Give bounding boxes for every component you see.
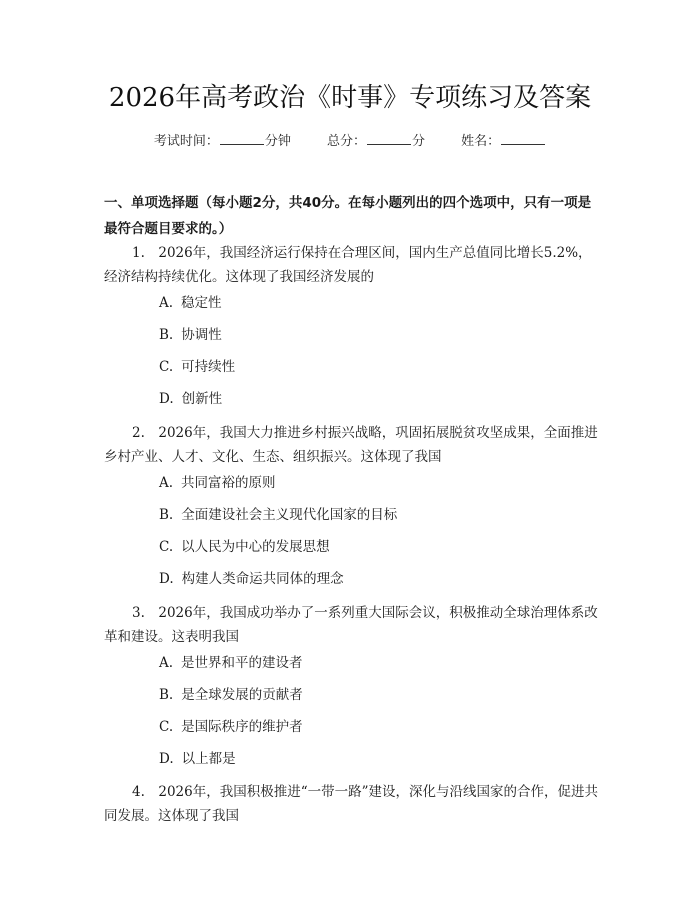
name-blank [501,131,545,145]
score-unit: 分 [412,134,426,149]
option-text: 构建人类命运共同体的理念 [181,571,344,587]
option-text: 以人民为中心的发展思想 [181,539,330,555]
option-letter: C. [159,719,174,735]
option-letter: B. [159,507,174,523]
question-1-stem: 1. 2026年，我国经济运行保持在合理区间，国内生产总值同比增长5.2%，经济结构持续优化。这体现了我国经济发展的 [104,245,592,285]
option-text: 是国际秩序的维护者 [181,719,303,735]
page-title: 2026年高考政治《时事》专项练习及答案 [108,83,592,113]
exam-time-field [154,134,295,149]
exam-meta-line [0,131,700,152]
question-3-option-b [159,685,303,705]
question-2-option-a [159,473,276,493]
option-letter: C. [159,539,174,555]
total-score-field [327,134,429,149]
option-text: 是全球发展的贡献者 [181,687,303,703]
option-text: 创新性 [181,391,223,407]
name-label: 姓名： [461,134,501,149]
option-text: 协调性 [181,327,222,343]
time-unit: 分钟 [264,134,291,149]
option-text: 共同富裕的原则 [181,475,276,491]
question-2-option-b [159,505,397,525]
option-letter: D. [159,571,174,587]
question-3-stem: 3. 2026年，我国成功举办了一系列重大国际会议，积极推动全球治理体系改革和建设。这表明我国 [104,605,598,645]
question-4-stem: 4. 2026年，我国积极推进“一带一路”建设，深化与沿线国家的合作，促进共同发展。这体现了我国 [104,784,599,824]
option-letter: A. [159,295,174,311]
option-letter: D. [159,751,174,767]
question-3-option-c [159,717,303,737]
option-letter: B. [159,687,174,703]
option-text: 全面建设社会主义现代化国家的目标 [181,507,398,523]
option-text: 以上都是 [181,751,236,767]
option-text: 稳定性 [181,295,222,311]
score-label: 总分： [326,134,366,149]
question-2-option-c [159,537,330,557]
option-text: 可持续性 [181,359,236,375]
option-letter: C. [159,359,174,375]
question-1-option-b [159,325,222,345]
question-2-option-d [159,569,344,589]
question-1-option-a [159,293,222,313]
option-letter: A. [159,475,174,491]
student-name-field [461,134,546,149]
question-3-option-a [159,653,303,673]
question-3-option-d [159,749,236,769]
option-letter: D. [159,391,174,407]
score-blank [367,131,411,145]
time-blank [220,131,264,145]
time-label: 考试时间： [153,134,219,149]
question-1-option-c [159,357,235,377]
question-1-option-d [159,389,222,409]
option-letter: A. [159,655,174,671]
section-heading: 一、单项选择题（每小题2分，共40分。在每小题列出的四个选项中，只有一项是最符合题目要求的。） [104,195,592,237]
question-2-stem: 2. 2026年，我国大力推进乡村振兴战略，巩固拓展脱贫攻坚成果，全面推进乡村产业、人才、文化、生态、组织振兴。这体现了我国 [104,425,598,465]
option-text: 是世界和平的建设者 [181,655,303,671]
option-letter: B. [159,327,174,343]
